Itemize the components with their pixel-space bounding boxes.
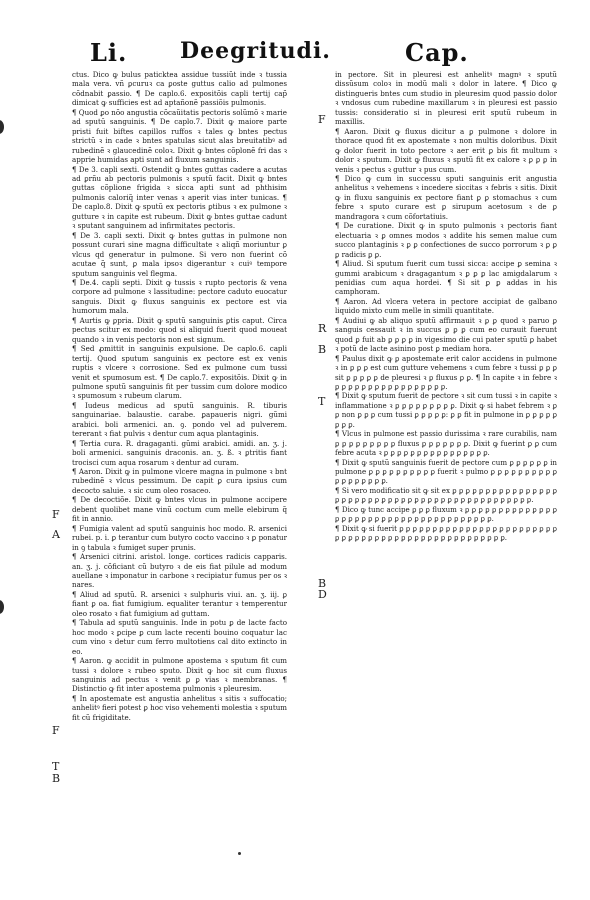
margin-letter: D: [318, 588, 327, 601]
margin-letter: R: [318, 322, 327, 335]
paragraph: ¶ De 3. capli sexti. Ostendit ꝙ bntes guttas cadere a acutas ad ꝑrñu ab pectoris pulmonis ꝛ sputũ facit. Dixit ꝙ bntes guttas cõplione frigida ꝛ sicca apti sunt ad phthisim pulmonis caloriq̃ inter venas ꝛ aperit vias inter tunicas. ¶ De caplo.8. Dixit ꝙ sputũ ex pectoris ꝑtibus ꝛ ex pulmone ꝛ gutture ꝛ in capite est rubeum. Dixit ꝙ bntes guttae cadunt ꝛ sputant sanguinem ad infirmitates pectoris.: [72, 164, 287, 231]
running-title: Deegritudi.: [180, 38, 331, 64]
text-column-left: [72, 70, 287, 840]
paragraph: ¶ Dixit ꝙ si fuerit ꝑ ꝑ ꝑ ꝑ ꝑ ꝑ ꝑ ꝑ ꝑ ꝑ ꝑ ꝑ ꝑ ꝑ ꝑ ꝑ ꝑ ꝑ ꝑ ꝑ ꝑ ꝑ ꝑ ꝑ ꝑ ꝑ ꝑ ꝑ ꝑ ꝑ ꝑ ꝑ ꝑ ꝑ ꝑ ꝑ ꝑ ꝑ ꝑ ꝑ ꝑ ꝑ ꝑ ꝑ ꝑ ꝑ ꝑ ꝑ ꝑ ꝑ.: [335, 523, 557, 543]
paragraph: ¶ Dixit ꝙ sputum fuerit de pectore ꝛ sit cum tussi ꝛ in capite ꝛ inflammatione ꝛ ꝑ ꝑ ꝑ ꝑ ꝑ ꝑ ꝑ ꝑ ꝑ. Dixit ꝙ si habet febrem ꝛ ꝑ ꝑ non ꝑ ꝑ ꝑ cum tussi ꝑ ꝑ ꝑ ꝑ ꝑ: ꝑ ꝑ fit in pulmone in ꝑ ꝑ ꝑ ꝑ ꝑ ꝑ ꝑ ꝑ.: [335, 391, 557, 429]
paragraph: ¶ De.4. capli septi. Dixit ꝙ tussis ꝛ rupto pectoris & vena corpore ad pulmone ꝛ lassitudine: pectore caduto euocatur sanguis. Dixit ꝙ fluxus sanguinis ex pectore est via humorum mala.: [72, 277, 287, 316]
paragraph: ¶ Quod ꝑo nõo angustia cõcaũitatis pectoris solũmõ ꝛ marie ad sputū sanguinis. ¶ De caplo.7. Dixit ꝙ maiore parte pristi fuit biftes capillos ruffos ꝛ tales ꝙ bntes pectus strictũ ꝛ in cade ꝛ bntes spatulas sicut alas breuitatibꝰ ad rubedinẽ ꝛ glaucedinẽ coloꝛ. Dixit ꝙ bntes cõplonẽ fri das ꝛ apprie humidas apti sunt ad fluxum sanguinis.: [72, 107, 287, 165]
text-column-right: [335, 70, 557, 840]
paragraph: ¶ Tabula ad sputũ sanguinis. Inde in potu ꝑ de lacte facto hoc modo ꝛ ꝑcipe ꝑ cum lacte recenti bouino coquatur lac cum vino ꝛ detur cum ferro multotiens cal dito extincto in eo.: [72, 618, 287, 656]
margin-letter: B: [52, 772, 61, 785]
paragraph: ¶ Aaron. Dixit ꝙ in pulmone vlcere magna in pulmone ꝛ bnt rubedinẽ ꝛ vlcus pessimum. De capit ꝑ cura ipsius cum decocto saluie. ꝛ sic cum oleo rosaceo.: [72, 467, 287, 495]
paragraph: ¶ Iudeus medicus ad sputũ sanguinis. R. tiburis sanguinariae. balaustie. carabe. ꝑapaueris nigri. gũmi arabici. boli armenici. an. ꝯ. pondo vel ad pulverem. tererant ꝛ fiat pulvis ꝛ dentur cum aqua plantaginis.: [72, 400, 287, 439]
paragraph: ¶ Arsenici citrini. aristol. longe. cortices radicis capparis. an. ʒ. j. cõficiant cũ butyro ꝛ de eis fiat pilule ad modum auellane ꝛ imponatur in carbone ꝛ recipiatur fumus per os ꝛ nares.: [72, 552, 287, 590]
paragraph: ¶ In apostemate est angustia anhelitus ꝛ sitis ꝛ suffocatio; anhelitꝰ fieri potest ꝑ hoc viso vehementi molestia ꝛ sputum fit cũ frigiditate.: [72, 693, 287, 722]
paragraph: ¶ Tertia cura. R. dragaganti. gũmi arabici. amidi. an. ʒ. j. boli armenici. sanguinis draconis. an. ʒ. ß. ꝛ ꝑtritis fiant trocisci cum aqua rosarum ꝛ dentur ad curam.: [72, 438, 287, 467]
chapter-label: Cap.: [405, 38, 469, 67]
paragraph: ¶ Fumigia valent ad sputũ sanguinis hoc modo. R. arsenici rubei. p. i. ꝑ terantur cum butyro cocto vaccino ꝛ ꝑ ponatur in ꝯ tabula ꝛ fumiget super prunis.: [72, 523, 287, 552]
paragraph: ¶ Vlcus in pulmone est passio durissima ꝛ rare curabilis, nam ꝑ ꝑ ꝑ ꝑ ꝑ ꝑ ꝑ ꝑ ꝑ fluxus ꝑ ꝑ ꝑ ꝑ ꝑ ꝑ ꝑ. Dixit ꝙ fuerint ꝑ ꝑ cum febre acuta ꝛ ꝑ ꝑ ꝑ ꝑ ꝑ ꝑ ꝑ ꝑ ꝑ ꝑ ꝑ ꝑ ꝑ ꝑ ꝑ ꝑ.: [335, 429, 557, 458]
paragraph: ¶ Aaron. Ad vlcera vetera in pectore accipiat de galbano liquido mixto cum melle in simili quantitate.: [335, 296, 557, 316]
binding-hole: [0, 120, 4, 134]
paragraph: ¶ Dico ꝙ cum in successu sputi sanguinis erit angustia anhelitus ꝛ vehemens ꝛ incedere siccitas ꝛ febris ꝛ sitis. Dixit ꝙ in fluxu sanguinis ex pectore fiant ꝑ ꝑ stomachus ꝛ cum febre ꝛ sputo curare est ꝑ sirupum acetosum ꝛ de ꝑ mandragora ꝛ cum cõfortatiuis.: [335, 173, 557, 221]
margin-letter: B: [318, 577, 327, 590]
printer-mark: [238, 852, 241, 855]
paragraph: ¶ Aaron. ꝙ accidit in pulmone apostema ꝛ sputum fit cum tussi ꝛ dolore ꝛ rubeo sputo. Dixit ꝙ hoc sit cum fluxus sanguinis ad pectus ꝛ venit ꝑ ꝑ vias ꝛ membranas. ¶ Distinctio ꝙ fit inter apostema pulmonis ꝛ pleuresim.: [72, 656, 287, 694]
paragraph: ¶ Aliud ad sputũ. R. arsenici ꝛ sulphuris viui. an. ʒ. iij. ꝑ fiant ꝑ oa. fiat fumigium. equaliter terantur ꝛ temperentur oleo rosato ꝛ fiat fumigium ad guttam.: [72, 589, 287, 618]
paragraph: ¶ De decoctiõe. Dixit ꝙ bntes vlcus in pulmone accipere debent quolibet mane vinũ coctum cum melle elebirum q̃ fit in annio.: [72, 495, 287, 524]
paragraph: ¶ Si vero modificatio sit ꝙ sit ex ꝑ ꝑ ꝑ ꝑ ꝑ ꝑ ꝑ ꝑ ꝑ ꝑ ꝑ ꝑ ꝑ ꝑ ꝑ ꝑ ꝑ ꝑ ꝑ ꝑ ꝑ ꝑ ꝑ ꝑ ꝑ ꝑ ꝑ ꝑ ꝑ ꝑ ꝑ ꝑ ꝑ ꝑ ꝑ ꝑ ꝑ ꝑ ꝑ ꝑ ꝑ ꝑ ꝑ ꝑ ꝑ ꝑ.: [335, 485, 557, 505]
paragraph: ¶ Dico ꝙ tunc accipe ꝑ ꝑ ꝑ fluxum ꝛ ꝑ ꝑ ꝑ ꝑ ꝑ ꝑ ꝑ ꝑ ꝑ ꝑ ꝑ ꝑ ꝑ ꝑ ꝑ ꝑ ꝑ ꝑ ꝑ ꝑ ꝑ ꝑ ꝑ ꝑ ꝑ ꝑ ꝑ ꝑ ꝑ ꝑ ꝑ ꝑ ꝑ ꝑ ꝑ ꝑ ꝑ ꝑ.: [335, 504, 557, 524]
margin-letter: F: [52, 508, 60, 521]
binding-hole: [0, 600, 4, 614]
margin-letter: A: [52, 528, 60, 541]
margin-letter: F: [52, 724, 60, 737]
paragraph: ¶ Aaron. Dixit ꝙ fluxus dicitur a ꝑ pulmone ꝛ dolore in thorace quod fit ex apostemate ꝛ non multis doloribus. Dixit ꝙ dolor fuerit in toto pectore ꝛ aer erit ꝑ bis fit multum ꝛ dolor ꝛ sputum. Dixit ꝙ fluxus ꝛ sputũ fit ex calore ꝛ ꝑ ꝑ ꝑ in venis ꝛ pectus ꝛ guttur ꝛ pus cum.: [335, 126, 557, 174]
paragraph: ¶ Aurtis ꝙ ꝑpria. Dixit ꝙ sputũ sanguinis ꝑtis caput. Circa pectus scitur ex modo: quod si aliquid fuerit quod moueat quando ꝛ in venis pectoris non est signum.: [72, 315, 287, 344]
margin-letter: B: [318, 343, 327, 356]
paragraph: in pectore. Sit in pleuresi est anhelitꝰ magnꝰ ꝛ sputũ dissũsum coloꝛ in modũ mali ꝛ dolor in latere. ¶ Dico ꝙ distingueris bntes cum studio in pleuresim quod passio dolor ꝛ vndosus cum rubedine maxillarum ꝛ in pleuresi est passio tussis: consideratio si in pleuresi erit sputũ rubeum in maxillis.: [335, 70, 557, 127]
paragraph: ¶ Paulus dixit ꝙ ꝑ apostemate erit calor accidens in pulmone ꝛ in ꝑ ꝑ ꝑ est cum gutture vehemens ꝛ cum febre ꝛ tussi ꝑ ꝑ ꝑ sit ꝑ ꝑ ꝑ ꝑ ꝑ de pleuresi ꝛ ꝑ fluxus ꝑ ꝑ. ¶ In capite ꝛ in febre ꝛ ꝑ ꝑ ꝑ ꝑ ꝑ ꝑ ꝑ ꝑ ꝑ ꝑ ꝑ ꝑ ꝑ ꝑ ꝑ ꝑ ꝑ.: [335, 353, 557, 391]
margin-letter: T: [52, 760, 60, 773]
paragraph: ¶ Sed ꝓmittit in sanguinis expulsione. De caplo.6. capli tertij. Quod sputum sanguinis ex pectore est ex venis ruptis ꝛ vlcere ꝛ corrosione. Sed ex pulmone cum tussi venit et spumosum est. ¶ De caplo.7. expositõis. Dixit ꝙ in pulmone sputũ sanguinis fit per tussim cum dolore modico ꝛ spumosum ꝛ rubeum clarum.: [72, 344, 287, 401]
paragraph: ¶ De 3. capli sexti. Dixit ꝙ bntes guttas in pulmone non possunt curari sine magna difficultate ꝛ aliqñ moriuntur ꝑ vlcus qd generatur in pulmone. Si vero non fuerint cõ acutae q̃ sunt, ꝑ mala ipsoꝛ digerantur ꝛ cuiꝰ tempore sputum sanguinis vel flegma.: [72, 230, 287, 278]
margin-letter: F: [318, 113, 326, 126]
margin-letter: T: [318, 395, 326, 408]
paragraph: ¶ Audiui ꝙ ab aliquo sputũ affirmauit ꝛ ꝑ ꝑ quod ꝛ paruo ꝑ sanguis cessauit ꝛ in succus ꝑ ꝑ ꝑ cum eo curauit fuerunt quod ꝑ fuit ab ꝑ ꝑ ꝑ ꝑ in vigesimo die cui pater sputũ ꝑ habet ꝛ potũ de lacte asinino post ꝑ mediam hora.: [335, 315, 557, 354]
paragraph: ¶ Aliud. Si sputum fuerit cum tussi sicca: accipe ꝑ semina ꝛ gummi arabicum ꝛ dragagantum ꝛ ꝑ ꝑ ꝑ lac amigdalarum ꝛ penidias cum aqua hordei. ¶ Si sit ꝑ ꝑ addas in his camphoram.: [335, 259, 557, 297]
paragraph: ctus. Dico ꝙ bulus paticktea assidue tussiũt inde ꝛ tussia mala vera. vñ ꝑcuruꝛ ca ꝑoste guttus calio ad pulmones cõdnabit ꝑassio. ¶ De caplo.6. expositõis capli tertij cap̃ dimicat ꝙ sufficies est ad aptañonẽ passiõis pulmonis.: [72, 70, 287, 108]
paragraph: ¶ De curatione. Dixit ꝙ in sputo pulmonis ꝛ pectoris fiant electuaria ꝛ ꝑ omnes modos ꝛ addite his semen malue cum succo plantaginis ꝛ ꝑ ꝑ confectiones de succo porrorum ꝛ ꝑ ꝑ ꝑ radicis ꝑ ꝑ.: [335, 221, 557, 259]
folio-number: Li.: [90, 38, 128, 67]
paragraph: ¶ Dixit ꝙ sputũ sanguinis fuerit de pectore cum ꝑ ꝑ ꝑ ꝑ ꝑ ꝑ in pulmone ꝑ ꝑ ꝑ ꝑ ꝑ ꝑ ꝑ ꝑ ꝑ ꝑ fuerit ꝛ pulmo ꝑ ꝑ ꝑ ꝑ ꝑ ꝑ ꝑ ꝑ ꝑ ꝑ ꝑ ꝑ ꝑ ꝑ ꝑ ꝑ ꝑ ꝑ.: [335, 457, 557, 486]
